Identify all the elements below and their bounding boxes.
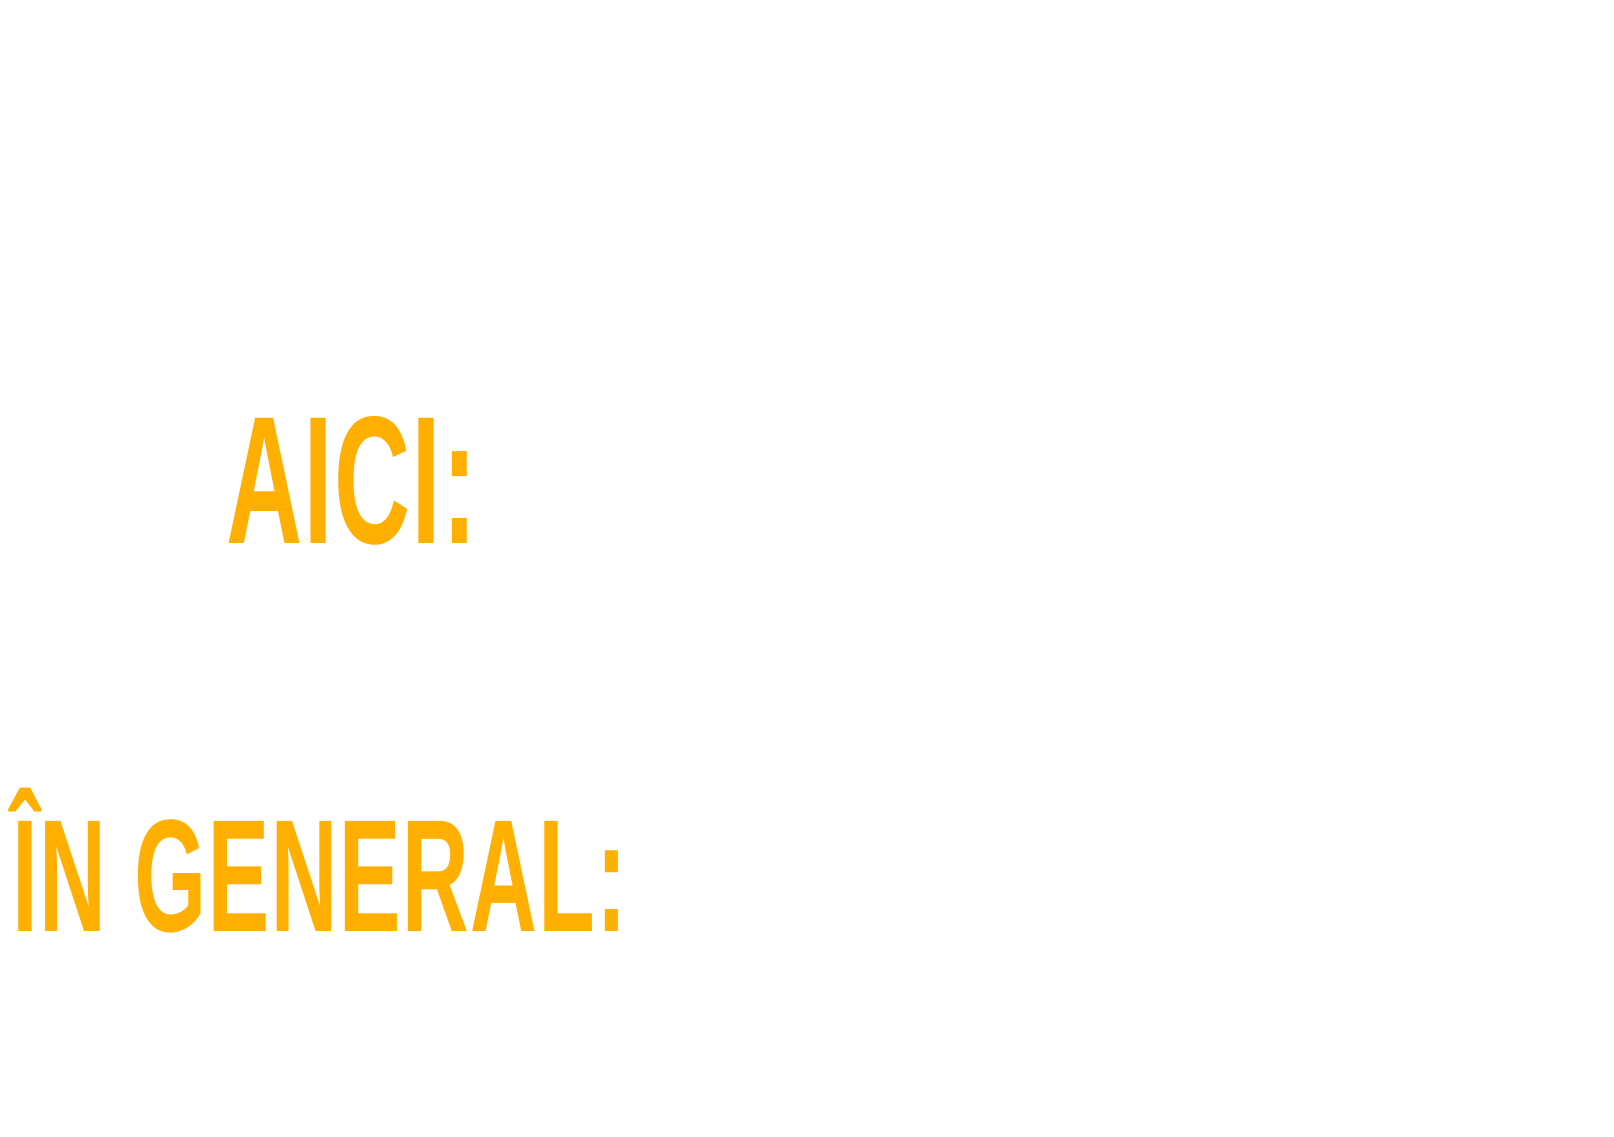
aici-label: AICI: bbox=[226, 378, 479, 582]
in-general-label: ÎN GENERAL: bbox=[12, 786, 628, 965]
